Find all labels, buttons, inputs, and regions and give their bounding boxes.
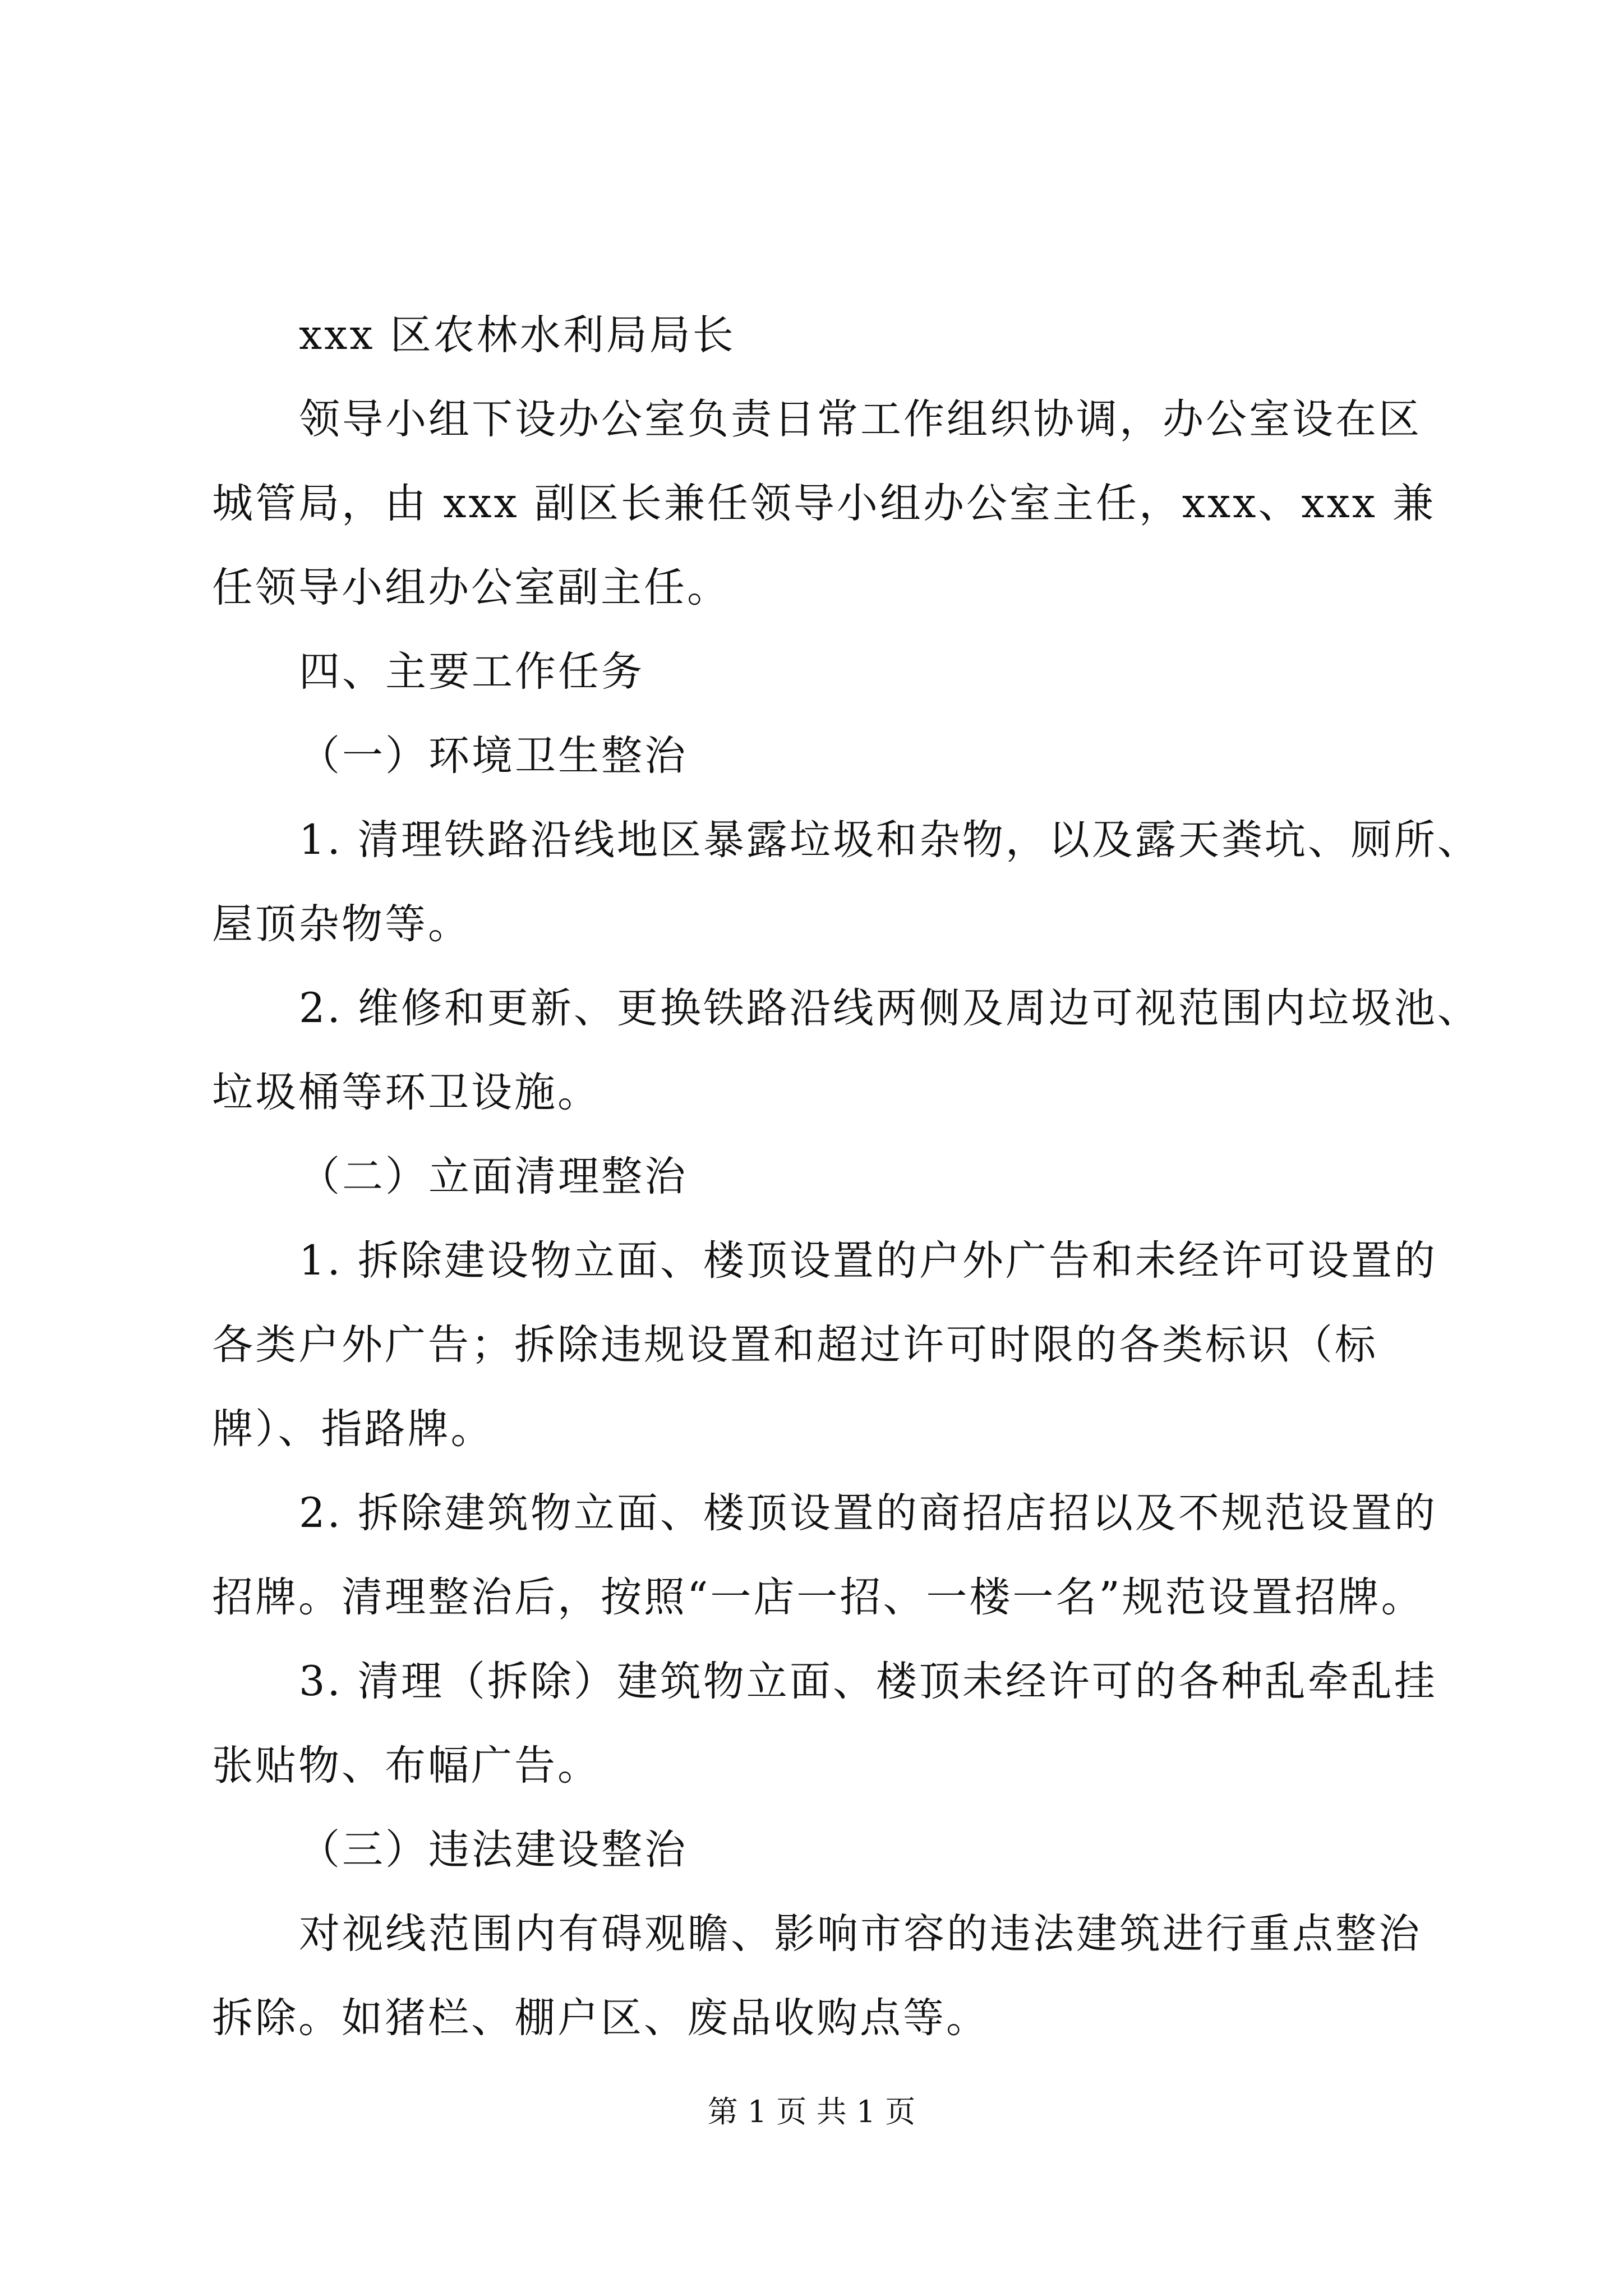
- text-line: 城管局，由 xxx 副区长兼任领导小组办公室主任，xxx、xxx 兼: [212, 480, 1436, 527]
- text-line: 屋顶杂物等。: [212, 900, 471, 948]
- section-heading: 四、主要工作任务: [299, 648, 644, 696]
- text-line: 2. 维修和更新、更换铁路沿线两侧及周边可视范围内垃圾池、: [299, 984, 1481, 1032]
- subsection-heading: （三）违法建设整治: [299, 1826, 688, 1874]
- text-line: 3. 清理（拆除）建筑物立面、楼顶未经许可的各种乱牵乱挂: [299, 1658, 1437, 1705]
- text-line: 2. 拆除建筑物立面、楼顶设置的商招店招以及不规范设置的: [299, 1489, 1437, 1537]
- text-line: 牌）、指路牌。: [212, 1405, 494, 1453]
- page-footer: 第 1 页 共 1 页: [707, 2094, 916, 2129]
- text-line: 张贴物、布幅广告。: [212, 1742, 601, 1789]
- text-line: 1. 拆除建设物立面、楼顶设置的户外广告和未经许可设置的: [299, 1237, 1437, 1285]
- text-line: 领导小组下设办公室负责日常工作组织协调，办公室设在区: [299, 395, 1422, 443]
- text-line: 垃圾桶等环卫设施。: [212, 1069, 601, 1116]
- text-line: 招牌。清理整治后，按照“一店一招、一楼一名”规范设置招牌。: [212, 1573, 1424, 1621]
- subsection-heading: （一）环境卫生整治: [299, 732, 688, 780]
- text-line: xxx 区农林水利局局长: [299, 311, 736, 359]
- text-line: 拆除。如猪栏、棚户区、废品收购点等。: [212, 1994, 989, 2042]
- subsection-heading: （二）立面清理整治: [299, 1153, 688, 1200]
- text-line: 各类户外广告；拆除违规设置和超过许可时限的各类标识（标: [212, 1321, 1378, 1369]
- text-line: 1. 清理铁路沿线地区暴露垃圾和杂物，以及露天粪坑、厕所、: [299, 816, 1481, 864]
- text-line: 对视线范围内有碍观瞻、影响市容的违法建筑进行重点整治: [299, 1910, 1422, 1958]
- text-line: 任领导小组办公室副主任。: [212, 564, 730, 611]
